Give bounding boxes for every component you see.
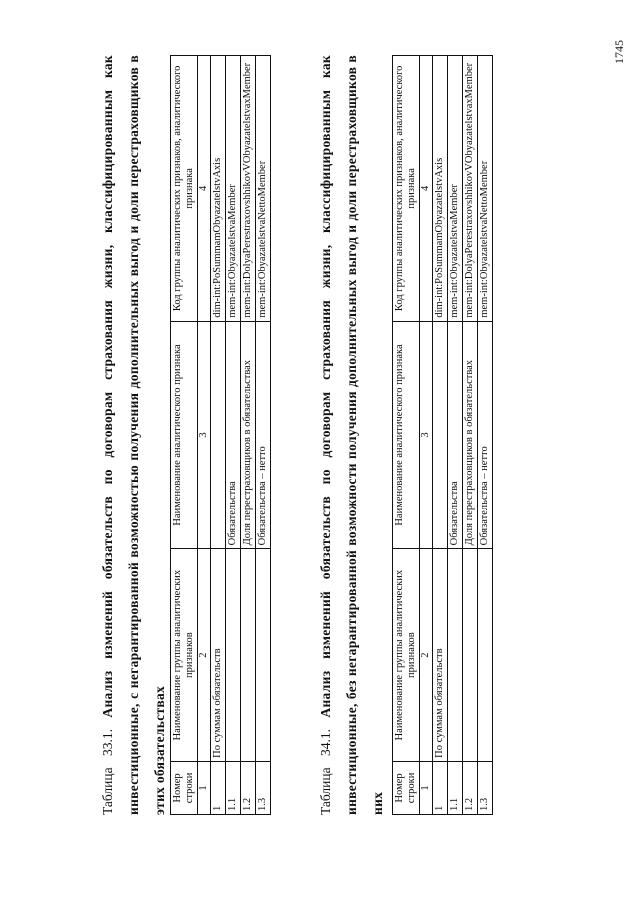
- column-number-row: [198, 56, 211, 815]
- attribute-code: mem-int:ObyazatelstvaNettoMember: [256, 56, 271, 322]
- table-row: [241, 56, 256, 815]
- attribute-code: mem-int:ObyazatelstvaMember: [448, 56, 463, 322]
- attribute-name: Обязательства – нетто: [256, 321, 271, 549]
- column-header: Код группы аналитических признаков, аналитического признака: [171, 56, 198, 322]
- row-number: 1.3: [478, 761, 493, 814]
- column-number: 2: [420, 549, 433, 762]
- column-number: 1: [198, 761, 211, 814]
- attribute-name: [433, 321, 448, 549]
- column-number: 3: [198, 321, 211, 549]
- column-header: Код группы аналитических признаков, аналитического признака: [393, 56, 420, 322]
- table-row: [478, 56, 493, 815]
- attribute-code: mem-int:DolyaPerestraxovshhikovVObyazatelstvaxMember: [463, 56, 478, 322]
- attribute-name: Обязательства: [448, 321, 463, 549]
- row-number: 1.2: [463, 761, 478, 814]
- group-name: [226, 549, 241, 762]
- group-name: По суммам обязательств: [211, 549, 226, 762]
- row-number: 1.1: [448, 761, 463, 814]
- group-name: [478, 549, 493, 762]
- table-row: [226, 56, 241, 815]
- analytics-table: [392, 55, 493, 815]
- table-title: Анализ изменений обязательств по договорам страхования жизни, классифицированным как инвестиционные, с негарантированной возможностью получения дополнительных выгод и доли перестраховщиков в этих обязательствах: [100, 55, 167, 815]
- column-number: 4: [198, 56, 211, 322]
- page-number: 1745: [612, 40, 626, 64]
- column-header: Наименование аналитического признака: [171, 321, 198, 549]
- column-number: 3: [420, 321, 433, 549]
- row-number: 1.2: [241, 761, 256, 814]
- column-header: Наименование аналитического признака: [393, 321, 420, 549]
- column-number: 2: [198, 549, 211, 762]
- table-caption: [95, 55, 173, 815]
- column-number: 4: [420, 56, 433, 322]
- row-number: 1.3: [256, 761, 271, 814]
- attribute-name: [211, 321, 226, 549]
- attribute-name: Доля перестраховщиков в обязательствах: [241, 321, 256, 549]
- attribute-code: mem-int:ObyazatelstvaMember: [226, 56, 241, 322]
- column-number-row: [420, 56, 433, 815]
- attribute-name: Обязательства: [226, 321, 241, 549]
- analytics-table: [170, 55, 271, 815]
- group-name: [241, 549, 256, 762]
- header-row: [171, 56, 198, 815]
- table-row: [448, 56, 463, 815]
- attribute-code: dim-int:PoSummamObyazatelstvAxis: [211, 56, 226, 322]
- group-name: [448, 549, 463, 762]
- row-number: 1: [211, 761, 226, 814]
- attribute-code: mem-int:DolyaPerestraxovshhikovVObyazatelstvaxMember: [241, 56, 256, 322]
- table-caption: [313, 55, 391, 815]
- table-title: Анализ изменений обязательств по договорам страхования жизни, классифицированным как инвестиционные, без негарантированной возможности получения дополнительных выгод и доли перестраховщиков в них: [318, 55, 385, 815]
- column-header: Наименование группы аналитических признаков: [171, 549, 198, 762]
- column-header: Номер строки: [171, 761, 198, 814]
- row-number: 1: [433, 761, 448, 814]
- table-label: Таблица 33.1.: [100, 728, 115, 815]
- column-header: Номер строки: [393, 761, 420, 814]
- column-number: 1: [420, 761, 433, 814]
- header-row: [393, 56, 420, 815]
- column-header: Наименование группы аналитических признаков: [393, 549, 420, 762]
- table-row: [463, 56, 478, 815]
- table-row: [256, 56, 271, 815]
- attribute-name: Доля перестраховщиков в обязательствах: [463, 321, 478, 549]
- attribute-name: Обязательства – нетто: [478, 321, 493, 549]
- attribute-code: mem-int:ObyazatelstvaNettoMember: [478, 56, 493, 322]
- group-name: [463, 549, 478, 762]
- group-name: [256, 549, 271, 762]
- attribute-code: dim-int:PoSummamObyazatelstvAxis: [433, 56, 448, 322]
- group-name: По суммам обязательств: [433, 549, 448, 762]
- row-number: 1.1: [226, 761, 241, 814]
- table-row: [433, 56, 448, 815]
- table-label: Таблица 34.1.: [318, 728, 333, 815]
- table-row: [211, 56, 226, 815]
